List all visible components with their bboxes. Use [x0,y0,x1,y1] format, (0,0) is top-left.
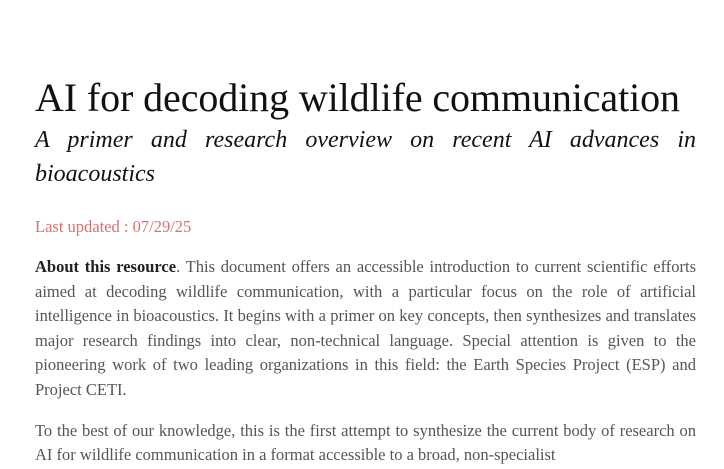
about-lead: About this resource [35,257,177,276]
document-title: AI for decoding wildlife communication [35,75,680,120]
document-subtitle: A primer and research overview on recent AI advances in bioacoustics [35,127,696,187]
about-paragraph [35,255,696,403]
last-updated-date: 07/29/25 [132,217,192,236]
synthesis-paragraph [35,419,696,468]
synthesis-text: To the best of our knowledge, this is the first attempt to synthesize the current body of research on AI for wildlife communication in a format accessible to a broad, non-specialist [35,420,696,465]
last-updated-label: Last updated [35,217,120,236]
last-updated-separator: : [119,217,133,236]
about-text: . This document offers an accessible introduction to current scientific efforts aimed at decoding wildlife communication, with a particular focus on the role of artificial intelligence in bioacoustics. It begins with a primer on key concepts, then synthesizes and translates major research findings into clear, non-technical language. Special attention is given to the pioneering work of two leading organizations in this field: the Earth Species Project (ESP) and Project CETI. [35,257,697,399]
last-updated [35,216,696,238]
